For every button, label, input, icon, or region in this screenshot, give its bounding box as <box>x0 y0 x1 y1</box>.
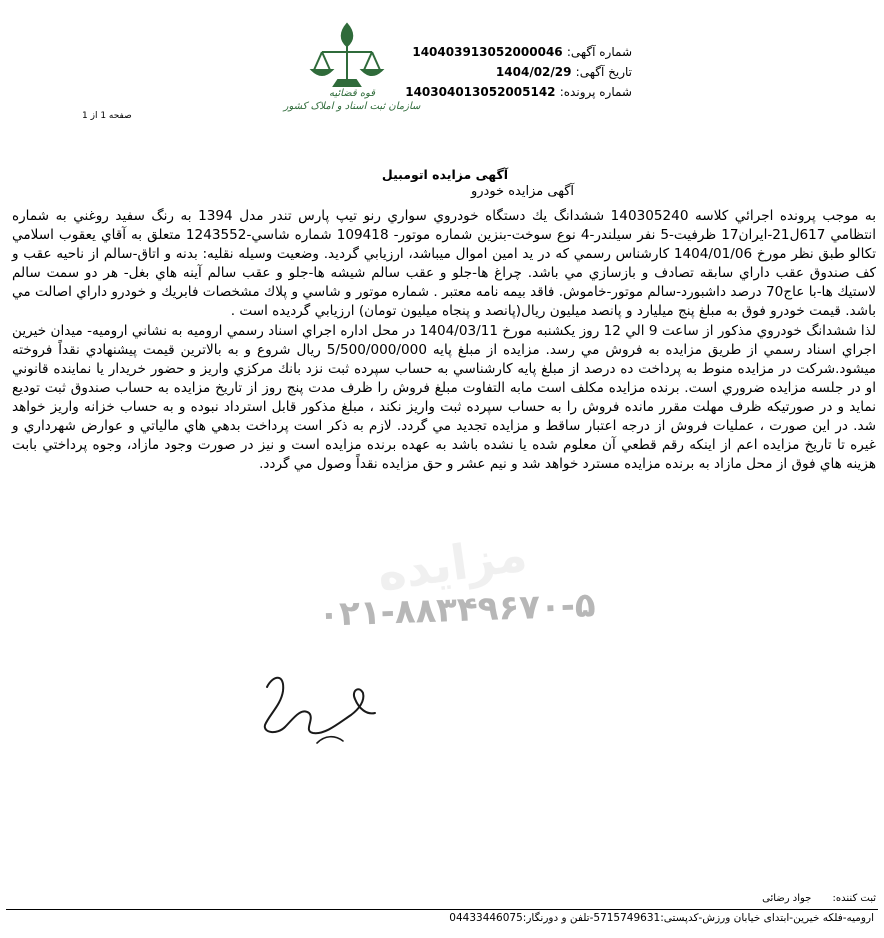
body-paragraph-2: لذا ششدانگ خودروي مذكور از ساعت 9 الي 12 روز يكشنبه مورخ 1404/03/11 در محل اداره اجراي اسناد رسمي اروميه به نشاني اروميه- ميدان خيرين اجراي اسناد رسمي از طريق مزايده به فروش مي رسد. مزايده از مبلغ پايه 5/500/000/000 ريال شروع و به بالاترين قيمت پيشنهادي نقداً فروخته ميشود.شركت در مزايده منوط به پرداخت ده درصد از مبلغ پايه كارشناسي به حساب سپرده ثبت نزد بانك مركزي واريز و حضور خريدار يا نماينده قانوني او در جلسه مزايده ضروري است. برنده مزايده مكلف است مابه التفاوت مبلغ فروش را ظرف مدت پنج روز از تاريخ مزايده به حساب صندوق ثبت توديع نمايد و در صورتيكه ظرف مهلت مقرر مانده فروش را به حساب سپرده ثبت واريز نكند ، مبلغ مذكور قابل استرداد نبوده و به حساب خزانه واريز خواهد شد. در اين صورت ، عمليات فروش از درجه اعتبار ساقط و مزايده تجديد مي گردد. لازم به ذكر است پرداخت بدهي هاي مالياتي و عوارض شهرداري و غيره تا تاريخ مزايده اعم از اينكه رقم قطعي آن معلوم شده يا نشده باشد به عهده برنده مزايده است و نيز در صورت وجود مازاد، وجوه پرداختي بابت هزينه هاي فوق از محل مازاد به برنده مزايده مسترد خواهد شد و نيم عشر و حق مزايده نقداً وصول مي گردد. <box>12 322 876 473</box>
notice-date-row <box>432 62 632 82</box>
notice-meta <box>405 42 632 102</box>
emblem-caption <box>282 87 422 113</box>
document-title: آگهی مزایده اتومبیل <box>381 167 509 182</box>
emblem-caption-line2: سازمان ثبت اسناد و املاک کشور <box>283 101 421 112</box>
notice-date-label: تاریخ آگهی: <box>575 65 632 79</box>
registrar-label: ثبت کننده: <box>832 893 876 904</box>
body-paragraph-1: به موجب پرونده اجرائي کلاسه 140305240 ششدانگ يك دستگاه خودروي سواري رنو تيپ پارس تندر مدل 1394 به رنگ سفيد روغني به شماره انتظامي 617ل21-ايران17 ظرفيت-5 نفر سيلندر-4 نوع سوخت-بنزين شماره موتور- 109418 شماره شاسي-1243552 متعلق به آقاي يعقوب اسلامي تكالو طبق نظر مورخ 1404/01/06 كارشناس رسمي كه در يد امين اموال ميباشد، ارزيابي گرديد. وضعيت وسيله نقليه: بدنه و اتاق-سالم از ناحيه عقب و كف صندوق عقب داراي سابقه تصادف و بازسازي مي باشد. چراغ ها-جلو و عقب سالم شيشه ها-جلو و عقب سالم آينه هاي بغل- هر دو سمت سالم لاستيك ها-با عاج70 درصد داشبورد-سالم موتور-خاموش. فاقد بيمه نامه معتبر . شماره موتور و شاسي و پلاك مشخصات فابريك و خودرو داراي اصالت مي باشد. قيمت خودرو فوق به مبلغ پنج ميليارد و پانصد ميليون ريال(پانصد و پنجاه ميليون تومان) ارزيابي گرديده است . <box>12 208 877 320</box>
signature-icon <box>255 665 385 765</box>
notice-number-row <box>412 42 632 62</box>
document-subtitle: آگهی مزایده خودرو <box>471 184 574 199</box>
registrar-name: جواد رضائی <box>762 893 812 904</box>
footer-address: ارومیه-فلکه خیرین-ابتدای خیابان ورزش-کدپستی:5715749631-تلفن و دورنگار:04433446075 <box>449 912 874 924</box>
file-number-label: شماره پرونده: <box>559 85 632 99</box>
notice-body <box>12 207 876 474</box>
notice-date: 1404/02/29 <box>495 65 572 79</box>
file-number: 140304013052005142 <box>405 85 556 99</box>
svg-text:مزایده: مزایده <box>373 526 531 603</box>
emblem-caption-line1: قوه قضائیه <box>328 88 376 99</box>
footer-divider <box>6 909 878 910</box>
watermark-phone: ۰۲۱-۸۸۳۴۹۶۷۰-۵ <box>317 585 597 635</box>
notice-number: 140403913052000046 <box>412 45 563 59</box>
notice-number-label: شماره آگهی: <box>566 45 632 59</box>
file-number-row <box>405 82 632 102</box>
registrar <box>556 893 876 904</box>
page-number: صفحه 1 از 1 <box>82 111 132 121</box>
